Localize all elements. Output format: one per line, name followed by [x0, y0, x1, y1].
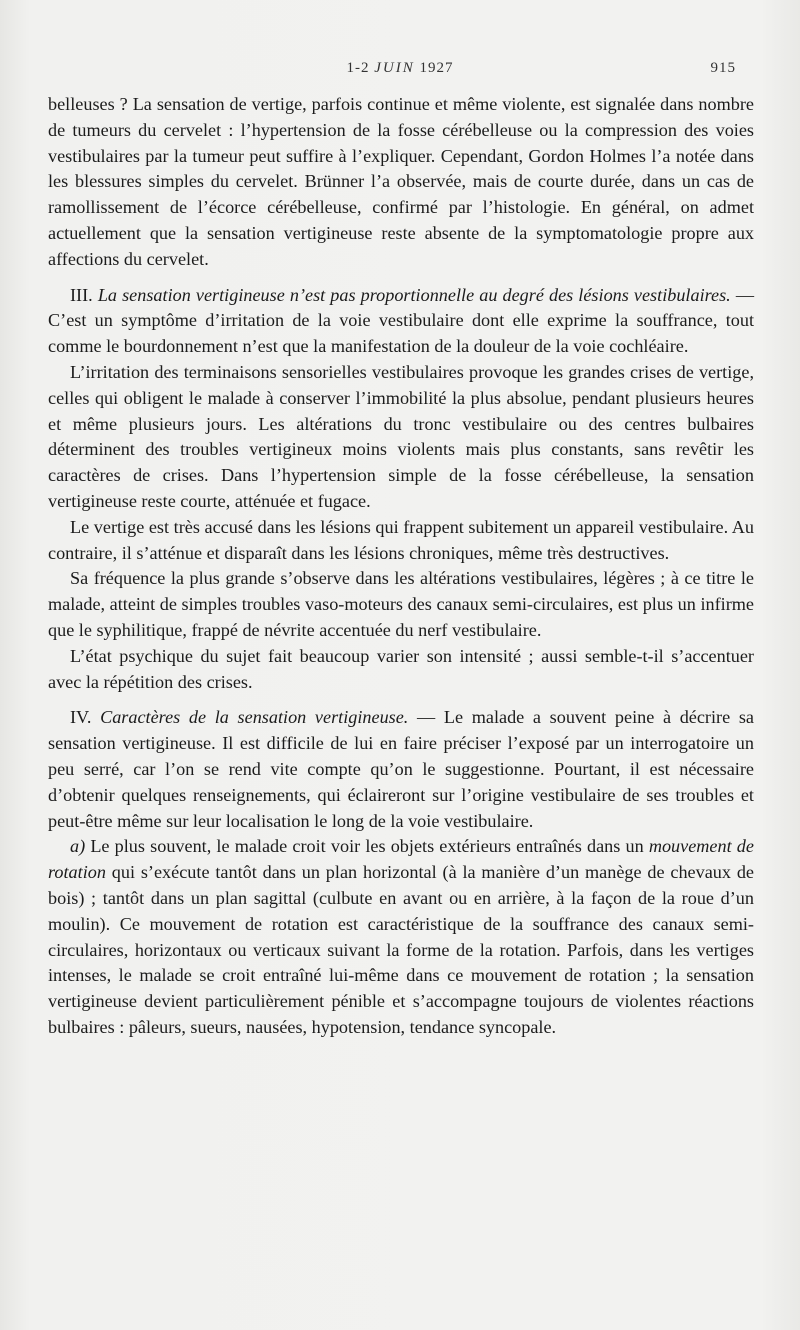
page-number: 915 [710, 60, 736, 76]
paragraph-a [48, 834, 754, 1040]
section-iii [48, 283, 754, 360]
paragraph-a-text-2: qui s’exécute tantôt dans un plan horizontal (à la manière d’un manège de chevaux de bois) ; tantôt dans un plan sagittal (culbute en avant ou en arrière, à la façon de la roue d’un moulin). Ce mouvement de rotation est caractéristique de la souffrance des canaux semi-circulaires, horizontaux ou verticaux suivant la forme de la rotation. Parfois, dans les vertiges intenses, le malade se croit entraîné lui-même dans ce mouvement de rotation ; la sensation vertigineuse devient particulièrement pénible et s’accompagne toujours de violentes réactions bulbaires : pâleurs, sueurs, nausées, hypotension, tendance syncopale. [48, 862, 754, 1037]
paragraph-1: belleuses ? La sensation de vertige, parfois continue et même violente, est signalée dans nombre de tumeurs du cervelet : l’hypertension de la fosse cérébelleuse ou la compression des voies vestibulaires par la tumeur peut suffire à l’expliquer. Cependant, Gordon Holmes l’a notée dans les blessures simples du cervelet. Brünner l’a observée, mais de courte durée, dans un cas de ramollissement de l’écorce cérébelleuse, confirmé par l’histologie. En général, on admet actuellement que la sensation vertigineuse reste absente de la symptomatologie propre aux affections du cervelet. [48, 94, 754, 269]
section-iv-text: — Le malade a souvent peine à décrire sa sensation vertigineuse. Il est difficile de lui en faire préciser l’exposé par un interrogatoire un peu serré, car l’on se rend vite compte qu’on le suggestionne. Pourtant, il est nécessaire d’obtenir quelques renseignements, qui éclaireront sur l’origine vestibulaire de ses troubles et peut-être même sur leur localisation le long de la voie vestibulaire. [48, 707, 754, 831]
section-iii-text: — C’est un symptôme d’irritation de la voie vestibulaire dont elle exprime la souffrance, tout comme le bourdonnement n’est que la manifestation de la douleur de la voie cochléaire. [48, 284, 755, 357]
section-iii-number: III. [70, 284, 93, 305]
paragraph-a-label: a) [70, 836, 86, 857]
section-iv-title: Caractères de la sensation vertigineuse. [100, 707, 409, 728]
header-date-month: JUIN [374, 60, 415, 76]
paragraph-irritation: L’irritation des terminaisons sensorielles vestibulaires provoque les grandes crises de vertige, celles qui obligent le malade à conserver l’immobilité la plus absolue, pendant plusieurs heures et même plusieurs jours. Les altérations du tronc vestibulaire ou des centres bulbaires déterminent des troubles vertigineux moins violents mais plus constants, sans revêtir les caractères de crises. Dans l’hypertension simple de la fosse cérébelleuse, la sensation vertigineuse reste courte, atténuée et fugace. [48, 361, 754, 511]
running-header [0, 60, 800, 84]
header-date-prefix: 1-2 [346, 60, 370, 76]
paragraph-etat-psychique: L’état psychique du sujet fait beaucoup varier son intensité ; aussi semble-t-il s’accentuer avec la répétition des crises. [48, 645, 754, 692]
page-body [48, 92, 754, 1041]
paragraph-a-emphasis: mouvement de rotation [48, 836, 754, 883]
header-date-year: 1927 [419, 60, 454, 76]
header-date [0, 60, 800, 77]
section-iv [48, 705, 754, 834]
section-iii-title: La sensation vertigineuse n’est pas proportionnelle au degré des lésions vestibulaires. [97, 284, 731, 305]
paragraph-a-text-1: Le plus souvent, le malade croit voir les objets extérieurs entraînés dans un [85, 836, 649, 857]
paragraph-vertige: Le vertige est très accusé dans les lésions qui frappent subitement un appareil vestibulaire. Au contraire, il s’atténue et disparaît dans les lésions chroniques, même très destructives. [48, 516, 754, 563]
section-iv-number: IV. [70, 707, 92, 728]
paragraph-frequence: Sa fréquence la plus grande s’observe dans les altérations vestibulaires, légères ; à ce titre le malade, atteint de simples troubles vaso-moteurs des canaux semi-circulaires, est plus un infirme que le syphilitique, frappé de névrite accentuée du nerf vestibulaire. [48, 568, 754, 640]
